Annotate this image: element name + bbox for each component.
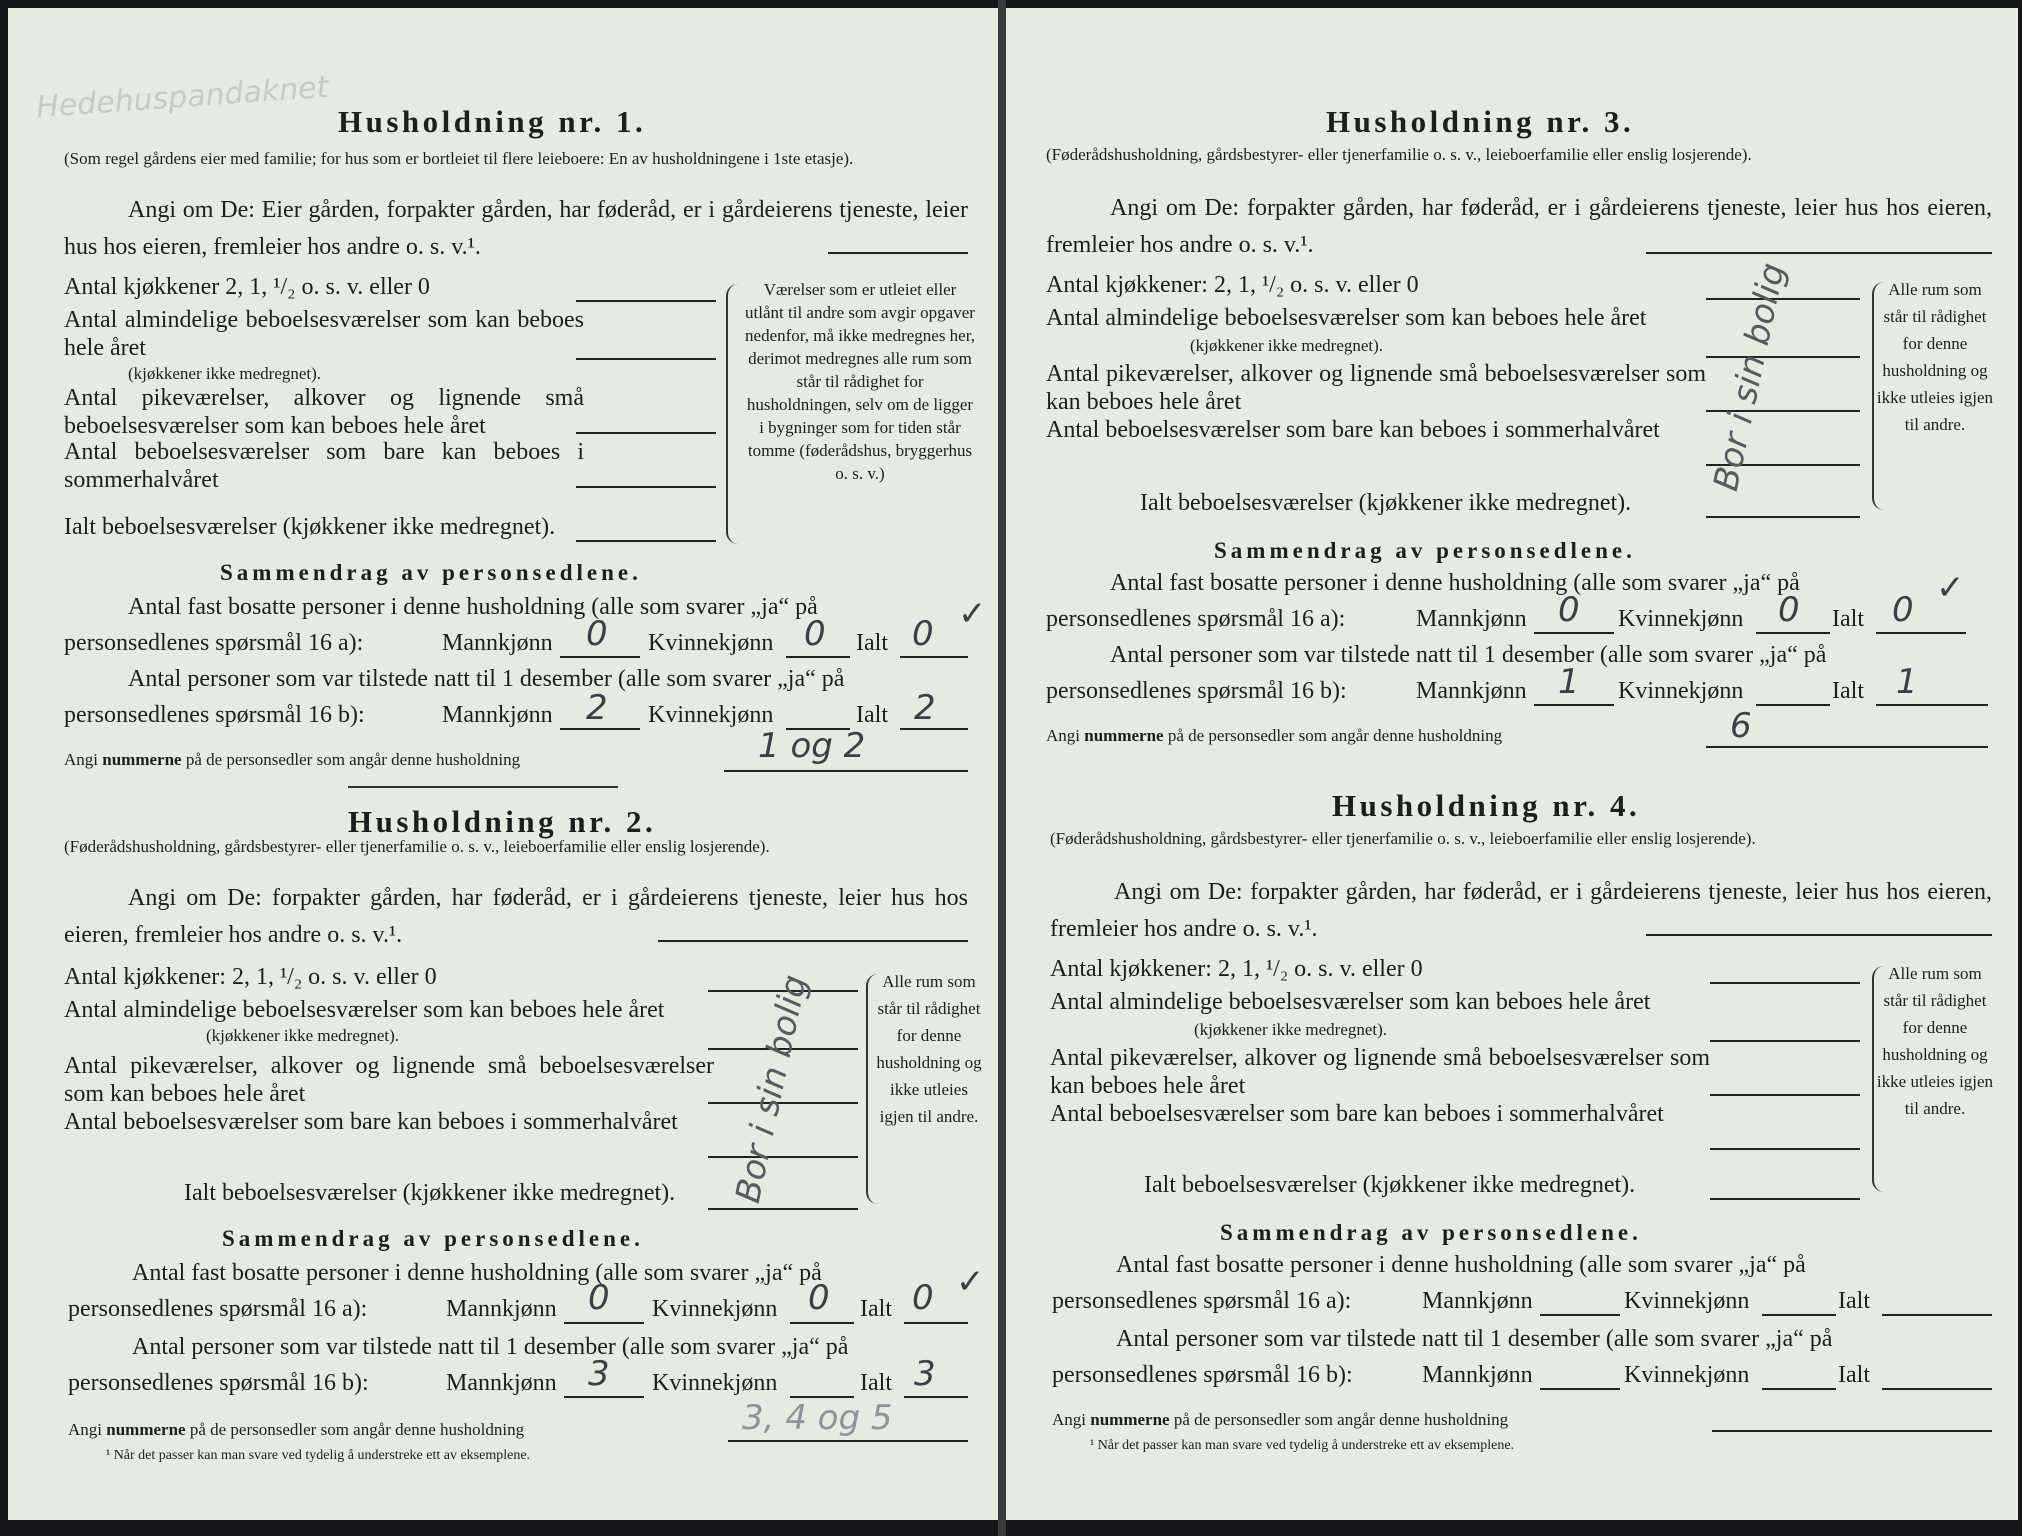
male-label: Mannkjønn xyxy=(1422,1288,1533,1314)
present-label: personsedlenes spørsmål 16 b): xyxy=(64,702,365,728)
sheet-numbers-label: Angi nummerne på de personsedler som angår denne husholdning xyxy=(68,1420,525,1439)
household-instructions: (Føderådshusholdning, gårdsbestyrer- eller tjenerfamilie o. s. v., leieboerfamilie eller enslig losjerende). xyxy=(1046,145,1752,164)
handwritten-rooms-note: Bor i sin bolig xyxy=(1706,259,1794,495)
ordinary-rooms-label: Antal almindelige beboelsesværelser som kan beboes hele året xyxy=(64,997,665,1023)
present-male-value: 2 xyxy=(586,688,608,728)
summary-title: Sammendrag av personsedlene. xyxy=(1220,1220,1642,1245)
sheet-numbers-label: Angi nummerne på de personsedler som angår denne husholdning xyxy=(1052,1410,1509,1429)
residents-female-field[interactable] xyxy=(1762,1314,1836,1316)
male-label: Mannkjønn xyxy=(442,702,553,728)
residents-male-field[interactable] xyxy=(1540,1314,1620,1316)
residents-total-value: 0 xyxy=(912,1278,934,1318)
summer-rooms-label: Antal beboelsesværelser som bare kan beboes i sommerhalvåret xyxy=(64,1109,678,1135)
present-total-field[interactable] xyxy=(904,1396,968,1398)
female-label: Kvinnekjønn xyxy=(1618,606,1744,632)
household-instructions: (Som regel gårdens eier med familie; for hus som er bortleiet til flere leieboere: En av husholdningene i 1ste etasje). xyxy=(64,149,854,168)
household-4 xyxy=(1006,8,2018,1520)
check-mark-icon: ✓ xyxy=(958,594,987,634)
residents-total-field[interactable] xyxy=(904,1322,968,1324)
summary-title: Sammendrag av personsedlene. xyxy=(1214,538,1636,563)
ordinary-rooms-label: Antal almindelige beboelsesværelser som kan beboes hele året xyxy=(1046,305,1647,331)
residents-female-value: 0 xyxy=(1778,590,1800,630)
summer-rooms-label: Antal beboelsesværelser som bare kan beboes i sommerhalvåret xyxy=(1046,417,1660,443)
present-intro: Antal personer som var tilstede natt til 1 desember (alle som svarer „ja“ på xyxy=(1110,642,1827,668)
residents-label: personsedlenes spørsmål 16 a): xyxy=(1052,1288,1352,1314)
total-label: Ialt xyxy=(1832,606,1864,632)
female-label: Kvinnekjønn xyxy=(1618,678,1744,704)
residents-male-value: 0 xyxy=(1558,590,1580,630)
total-label: Ialt xyxy=(856,702,888,728)
maid-rooms-label: Antal pikeværelser, alkover og lignende små beboelsesværelser som kan beboes hele året xyxy=(1050,1045,1710,1099)
rooms-note: Alle rum som står til rådighet for denne husholdning og ikke utleies igjen til andre. xyxy=(876,972,982,1126)
summer-rooms-label: Antal beboelsesværelser som bare kan beboes i sommerhalvåret xyxy=(64,439,584,493)
female-label: Kvinnekjønn xyxy=(648,630,774,656)
maid-rooms-label: Antal pikeværelser, alkover og lignende små beboelsesværelser som kan beboes hele året xyxy=(1046,361,1706,415)
male-label: Mannkjønn xyxy=(442,630,553,656)
check-mark-icon: ✓ xyxy=(1936,568,1965,608)
present-male-field[interactable] xyxy=(564,1396,644,1398)
female-label: Kvinnekjønn xyxy=(652,1296,778,1322)
kitchens-excluded-label: (kjøkkener ikke medregnet). xyxy=(1194,1020,1388,1039)
footnote: ¹ Når det passer kan man svare ved tydelig å understreke ett av eksemplene. xyxy=(106,1448,531,1463)
present-label: personsedlenes spørsmål 16 b): xyxy=(68,1370,369,1396)
kitchens-label: Antal kjøkkener: 2, 1, ¹/₂ o. s. v. eller 0 xyxy=(1046,272,1419,298)
total-rooms-field[interactable] xyxy=(708,1208,858,1210)
ordinary-rooms-label: Antal almindelige beboelsesværelser som kan beboes hele året xyxy=(64,307,584,361)
total-label: Ialt xyxy=(1832,678,1864,704)
present-intro: Antal personer som var tilstede natt til 1 desember (alle som svarer „ja“ på xyxy=(1116,1326,1833,1352)
female-label: Kvinnekjønn xyxy=(652,1370,778,1396)
residents-female-field[interactable] xyxy=(790,1322,854,1324)
total-label: Ialt xyxy=(860,1370,892,1396)
kitchens-excluded-label: (kjøkkener ikke medregnet). xyxy=(1190,336,1384,355)
total-rooms-field[interactable] xyxy=(1710,1198,1860,1200)
male-label: Mannkjønn xyxy=(446,1296,557,1322)
present-total-value: 1 xyxy=(1896,662,1918,702)
left-page xyxy=(8,8,998,1520)
household-title: Husholdning nr. 3. xyxy=(1326,104,1635,139)
maid-rooms-field[interactable] xyxy=(1710,1094,1860,1096)
household-title: Husholdning nr. 4. xyxy=(1332,788,1641,823)
total-label: Ialt xyxy=(860,1296,892,1322)
sheet-numbers-value: 1 og 2 xyxy=(758,726,866,766)
residents-total-field[interactable] xyxy=(1882,1314,1992,1316)
summary-title: Sammendrag av personsedlene. xyxy=(220,560,642,585)
status-question: Angi om De: Eier gården, forpakter gården, har føderåd, er i gårdeierens tjeneste, leier hus hos eieren, fremleier hos andre o. s. v.¹. xyxy=(64,197,968,260)
residents-label: personsedlenes spørsmål 16 a): xyxy=(1046,606,1346,632)
total-rooms-label: Ialt beboelsesværelser (kjøkkener ikke medregnet). xyxy=(1144,1172,1636,1198)
check-mark-icon: ✓ xyxy=(956,1262,985,1302)
kitchens-excluded-label: (kjøkkener ikke medregnet). xyxy=(128,364,322,383)
residents-male-value: 0 xyxy=(586,614,608,654)
present-female-field[interactable] xyxy=(1762,1388,1836,1390)
summer-rooms-label: Antal beboelsesværelser som bare kan beboes i sommerhalvåret xyxy=(1050,1101,1664,1127)
footnote: ¹ Når det passer kan man svare ved tydelig å understreke ett av eksemplene. xyxy=(1090,1438,1515,1453)
present-total-field[interactable] xyxy=(1882,1388,1992,1390)
maid-rooms-label: Antal pikeværelser, alkover og lignende små beboelsesværelser som kan beboes hele året xyxy=(64,1053,714,1107)
total-rooms-label: Ialt beboelsesværelser (kjøkkener ikke medregnet). xyxy=(184,1180,676,1206)
residents-intro: Antal fast bosatte personer i denne husholdning (alle som svarer „ja“ på xyxy=(132,1260,822,1286)
ordinary-rooms-field[interactable] xyxy=(1710,1040,1860,1042)
sheet-numbers-value: 6 xyxy=(1730,706,1752,746)
ordinary-rooms-label: Antal almindelige beboelsesværelser som kan beboes hele året xyxy=(1050,989,1651,1015)
rooms-note: Værelser som er utleiet eller utlånt til andre som avgir opgaver nedenfor, må ikke medregnes her, derimot medregnes alle rum som står til rådighet for husholdningen, selv om de ligger i bygninger som for tiden står tomme (føderådshus, bryggerhus o. s. v.) xyxy=(745,280,975,483)
page-fold xyxy=(998,0,1006,1536)
household-instructions: (Føderådshusholdning, gårdsbestyrer- eller tjenerfamilie o. s. v., leieboerfamilie eller enslig losjerende). xyxy=(64,837,770,856)
male-label: Mannkjønn xyxy=(1416,678,1527,704)
residents-intro: Antal fast bosatte personer i denne husholdning (alle som svarer „ja“ på xyxy=(1116,1252,1806,1278)
household-2 xyxy=(8,8,998,1520)
residents-total-value: 0 xyxy=(912,614,934,654)
kitchens-label: Antal kjøkkener 2, 1, ¹/₂ o. s. v. eller 0 xyxy=(64,274,430,300)
status-question: Angi om De: forpakter gården, har føderåd, er i gårdeierens tjeneste, leier hus hos eieren, fremleier hos andre o. s. v.¹. xyxy=(1050,879,1992,942)
male-label: Mannkjønn xyxy=(1422,1362,1533,1388)
present-intro: Antal personer som var tilstede natt til 1 desember (alle som svarer „ja“ på xyxy=(132,1334,849,1360)
residents-female-value: 0 xyxy=(804,614,826,654)
present-male-field[interactable] xyxy=(1540,1388,1620,1390)
present-intro: Antal personer som var tilstede natt til 1 desember (alle som svarer „ja“ på xyxy=(128,666,845,692)
total-label: Ialt xyxy=(856,630,888,656)
kitchens-field[interactable] xyxy=(1710,982,1860,984)
present-total-value: 2 xyxy=(914,688,936,728)
male-label: Mannkjønn xyxy=(446,1370,557,1396)
status-answer-line[interactable] xyxy=(658,940,968,942)
sheet-numbers-field[interactable] xyxy=(728,1440,968,1442)
female-label: Kvinnekjønn xyxy=(1624,1288,1750,1314)
residents-label: personsedlenes spørsmål 16 a): xyxy=(68,1296,368,1322)
residents-label: personsedlenes spørsmål 16 a): xyxy=(64,630,364,656)
household-title: Husholdning nr. 1. xyxy=(338,104,647,139)
present-total-value: 3 xyxy=(914,1354,936,1394)
residents-male-field[interactable] xyxy=(564,1322,644,1324)
status-question: Angi om De: forpakter gården, har føderåd, er i gårdeierens tjeneste, leier hus hos eieren, fremleier hos andre o. s. v.¹. xyxy=(1046,195,1992,258)
summer-rooms-field[interactable] xyxy=(708,1156,858,1158)
residents-total-value: 0 xyxy=(1892,590,1914,630)
present-label: personsedlenes spørsmål 16 b): xyxy=(1046,678,1347,704)
handwritten-rooms-note: Bor i sin bolig xyxy=(728,971,816,1207)
kitchens-label: Antal kjøkkener: 2, 1, ¹/₂ o. s. v. eller 0 xyxy=(1050,956,1423,982)
household-title: Husholdning nr. 2. xyxy=(348,804,657,839)
female-label: Kvinnekjønn xyxy=(648,702,774,728)
present-male-value: 1 xyxy=(1558,662,1580,702)
status-question: Angi om De: forpakter gården, har føderåd, er i gårdeierens tjeneste, leier hus hos eieren, fremleier hos andre o. s. v.¹. xyxy=(64,885,968,948)
right-page xyxy=(1006,8,2018,1520)
residents-intro: Antal fast bosatte personer i denne husholdning (alle som svarer „ja“ på xyxy=(128,594,818,620)
total-rooms-label: Ialt beboelsesværelser (kjøkkener ikke medregnet). xyxy=(1140,490,1632,516)
residents-male-value: 0 xyxy=(588,1278,610,1318)
summer-rooms-field[interactable] xyxy=(1710,1148,1860,1150)
sheet-numbers-value: 3, 4 og 5 xyxy=(742,1398,893,1438)
sheet-numbers-label: Angi nummerne på de personsedler som angår denne husholdning xyxy=(1046,726,1503,745)
residents-female-value: 0 xyxy=(808,1278,830,1318)
status-answer-line[interactable] xyxy=(1646,934,1992,936)
kitchens-label: Antal kjøkkener: 2, 1, ¹/₂ o. s. v. eller 0 xyxy=(64,964,437,990)
pencil-watermark: Hedehuspandaknet xyxy=(35,69,330,126)
sheet-numbers-label: Angi nummerne på de personsedler som angår denne husholdning xyxy=(64,750,521,769)
rooms-note: Alle rum som står til rådighet for denne husholdning og ikke utleies igjen til andre. xyxy=(1876,964,1994,1118)
total-label: Ialt xyxy=(1838,1288,1870,1314)
maid-rooms-label: Antal pikeværelser, alkover og lignende små beboelsesværelser som kan beboes hele året xyxy=(64,385,584,439)
total-label: Ialt xyxy=(1838,1362,1870,1388)
present-label: personsedlenes spørsmål 16 b): xyxy=(1052,1362,1353,1388)
sheet-numbers-field[interactable] xyxy=(1712,1430,1992,1432)
kitchens-excluded-label: (kjøkkener ikke medregnet). xyxy=(206,1026,400,1045)
present-male-value: 3 xyxy=(588,1354,610,1394)
summary-title: Sammendrag av personsedlene. xyxy=(222,1226,644,1251)
total-rooms-label: Ialt beboelsesværelser (kjøkkener ikke medregnet). xyxy=(64,514,556,540)
rooms-note: Alle rum som står til rådighet for denne husholdning og ikke utleies igjen til andre. xyxy=(1876,280,1994,434)
residents-intro: Antal fast bosatte personer i denne husholdning (alle som svarer „ja“ på xyxy=(1110,570,1800,596)
household-instructions: (Føderådshusholdning, gårdsbestyrer- eller tjenerfamilie o. s. v., leieboerfamilie eller enslig losjerende). xyxy=(1050,829,1756,848)
male-label: Mannkjønn xyxy=(1416,606,1527,632)
female-label: Kvinnekjønn xyxy=(1624,1362,1750,1388)
